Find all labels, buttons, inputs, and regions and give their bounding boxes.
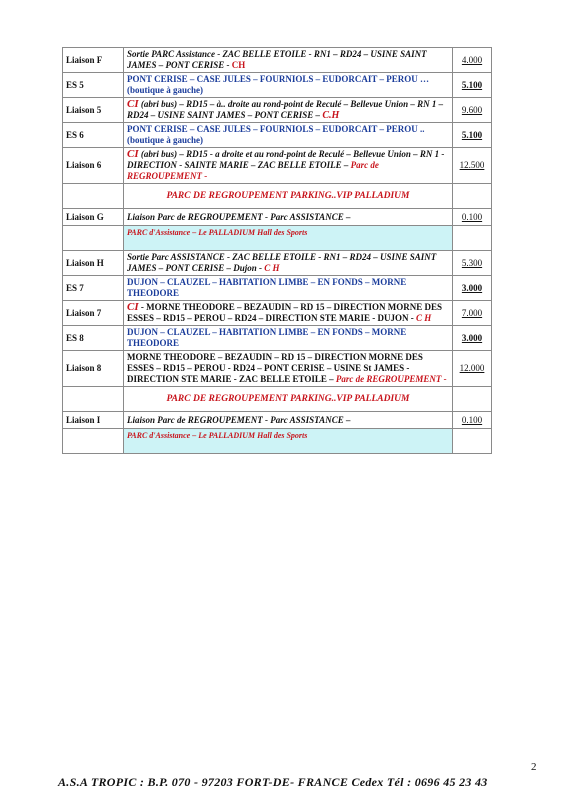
route-text: MORNE THEODORE – BEZAUDIN – RD 15 – DIRECTION MORNE DES ESSES – RD15 – PEROU - RD24 – PONT CERISE – USINE St JAMES - DIRECTION STE MARIE - ZAC BELLE ETOILE – xyxy=(127,352,423,384)
stage-label xyxy=(63,387,124,412)
assistance-park-text: PARC d'Assistance – Le PALLADIUM Hall des Sports xyxy=(127,431,308,440)
regroup-park-text: PARC DE REGROUPEMENT PARKING..VIP PALLADIUM xyxy=(166,393,410,404)
table-row xyxy=(63,98,492,123)
control-code: C H xyxy=(416,313,432,323)
route-description xyxy=(124,429,453,454)
control-code: C H xyxy=(264,263,280,273)
distance-value: 3.000 xyxy=(461,332,483,343)
special-stage-text: DUJON – CLAUZEL – HABITATION LIMBE – EN FONDS – MORNE THEODORE xyxy=(127,327,407,348)
route-text: - MORNE THEODORE – BEZAUDIN – RD 15 – DIRECTION MORNE DES ESSES – RD15 – PEROU – RD24 – DIRECTION STE MARIE - DUJON - xyxy=(127,302,442,323)
stage-label: ES 7 xyxy=(63,276,124,301)
control-code: CI xyxy=(127,148,139,160)
stage-label: ES 5 xyxy=(63,73,124,98)
table-row xyxy=(63,326,492,351)
route-description xyxy=(124,73,453,98)
route-description xyxy=(124,48,453,73)
table-row xyxy=(63,48,492,73)
route-text: Sortie PARC Assistance - ZAC BELLE ETOILE - RN1 – RD24 – USINE SAINT JAMES – PONT CERISE - xyxy=(127,49,427,70)
distance-value: 5.100 xyxy=(461,129,483,140)
stage-label xyxy=(63,184,124,209)
stage-label: Liaison 6 xyxy=(63,148,124,184)
distance-cell xyxy=(453,184,492,209)
route-description xyxy=(124,209,453,226)
table-row xyxy=(63,123,492,148)
distance-value: 9.600 xyxy=(461,104,483,115)
route-description xyxy=(124,301,453,326)
distance-value: 5.300 xyxy=(461,257,483,268)
assistance-park-text: PARC d'Assistance – Le PALLADIUM Hall des Sports xyxy=(127,228,308,237)
table-row xyxy=(63,251,492,276)
distance-cell xyxy=(453,412,492,429)
distance-cell xyxy=(453,148,492,184)
route-description xyxy=(124,387,453,412)
table-row xyxy=(63,148,492,184)
distance-value: 4.000 xyxy=(461,54,483,65)
special-stage-text: PONT CERISE – CASE JULES – FOURNIOLS – EUDORCAIT – PEROU .. (boutique à gauche) xyxy=(127,124,425,145)
stage-label: Liaison H xyxy=(63,251,124,276)
distance-value: 0.100 xyxy=(461,414,483,425)
distance-cell xyxy=(453,301,492,326)
route-description xyxy=(124,251,453,276)
stage-label xyxy=(63,429,124,454)
table-row xyxy=(63,276,492,301)
control-code: CI xyxy=(127,301,139,313)
distance-cell xyxy=(453,351,492,387)
stage-label xyxy=(63,226,124,251)
stage-label: Liaison 5 xyxy=(63,98,124,123)
table-row xyxy=(63,226,492,251)
table-row xyxy=(63,429,492,454)
route-description xyxy=(124,123,453,148)
route-description xyxy=(124,184,453,209)
control-code: C.H xyxy=(322,110,340,121)
table-row xyxy=(63,73,492,98)
route-text: (abri bus) – RD15 - a droite et au rond-point de Reculé – Bellevue Union – RN 1 - DIRECTION - SAINTE MARIE – ZAC BELLE ETOILE – xyxy=(127,149,445,170)
table-row xyxy=(63,184,492,209)
stage-label: ES 8 xyxy=(63,326,124,351)
table-row xyxy=(63,412,492,429)
stage-label: Liaison 7 xyxy=(63,301,124,326)
table-row xyxy=(63,387,492,412)
footer-contact: A.S.A TROPIC : B.P. 070 - 97203 FORT-DE- FRANCE Cedex Tél : 0696 45 23 43 xyxy=(58,775,488,789)
route-description xyxy=(124,412,453,429)
distance-cell xyxy=(453,73,492,98)
route-description xyxy=(124,98,453,123)
stage-label: ES 6 xyxy=(63,123,124,148)
distance-cell xyxy=(453,209,492,226)
distance-value: 12.000 xyxy=(459,363,485,373)
route-description xyxy=(124,351,453,387)
distance-cell xyxy=(453,387,492,412)
table-row xyxy=(63,351,492,387)
table-row xyxy=(63,209,492,226)
itinerary-table xyxy=(62,47,492,454)
route-description xyxy=(124,148,453,184)
route-description xyxy=(124,226,453,251)
distance-cell xyxy=(453,226,492,251)
special-stage-text: DUJON – CLAUZEL – HABITATION LIMBE – EN FONDS – MORNE THEODORE xyxy=(127,277,407,298)
distance-value: 12.500 xyxy=(459,160,485,170)
control-code: CI xyxy=(127,98,139,110)
page-number: 2 xyxy=(531,761,537,773)
route-text: Liaison Parc de REGROUPEMENT - Parc ASSISTANCE – xyxy=(127,211,351,222)
route-text: (abri bus) – RD15 – à.. droite au rond-point de Reculé – Bellevue Union – RN 1 – RD24 – USINE SAINT JAMES – PONT CERISE – xyxy=(127,99,444,120)
distance-value: 0.100 xyxy=(461,211,483,222)
distance-cell xyxy=(453,276,492,301)
route-text: Liaison Parc de REGROUPEMENT - Parc ASSISTANCE – xyxy=(127,414,351,425)
distance-cell xyxy=(453,123,492,148)
control-code: CH xyxy=(231,60,246,70)
distance-cell xyxy=(453,48,492,73)
stage-label: Liaison 8 xyxy=(63,351,124,387)
stage-label: Liaison I xyxy=(63,412,124,429)
distance-cell xyxy=(453,251,492,276)
route-text: Sortie Parc ASSISTANCE - ZAC BELLE ETOILE - RN1 – RD24 – USINE SAINT JAMES – PONT CERISE – Dujon - xyxy=(127,252,437,273)
special-stage-text: PONT CERISE – CASE JULES – FOURNIOLS – EUDORCAIT – PEROU …(boutique à gauche) xyxy=(127,74,429,95)
regroup-text: Parc de REGROUPEMENT - xyxy=(127,160,379,181)
regroup-park-text: PARC DE REGROUPEMENT PARKING..VIP PALLADIUM xyxy=(166,190,410,201)
distance-cell xyxy=(453,429,492,454)
stage-label: Liaison G xyxy=(63,209,124,226)
table-row xyxy=(63,301,492,326)
stage-label: Liaison F xyxy=(63,48,124,73)
route-description xyxy=(124,276,453,301)
route-description xyxy=(124,326,453,351)
regroup-text: Parc de REGROUPEMENT - xyxy=(335,374,447,384)
distance-cell xyxy=(453,326,492,351)
distance-value: 3.000 xyxy=(461,282,483,293)
distance-value: 5.100 xyxy=(461,79,483,90)
distance-value: 7.000 xyxy=(461,307,483,318)
distance-cell xyxy=(453,98,492,123)
